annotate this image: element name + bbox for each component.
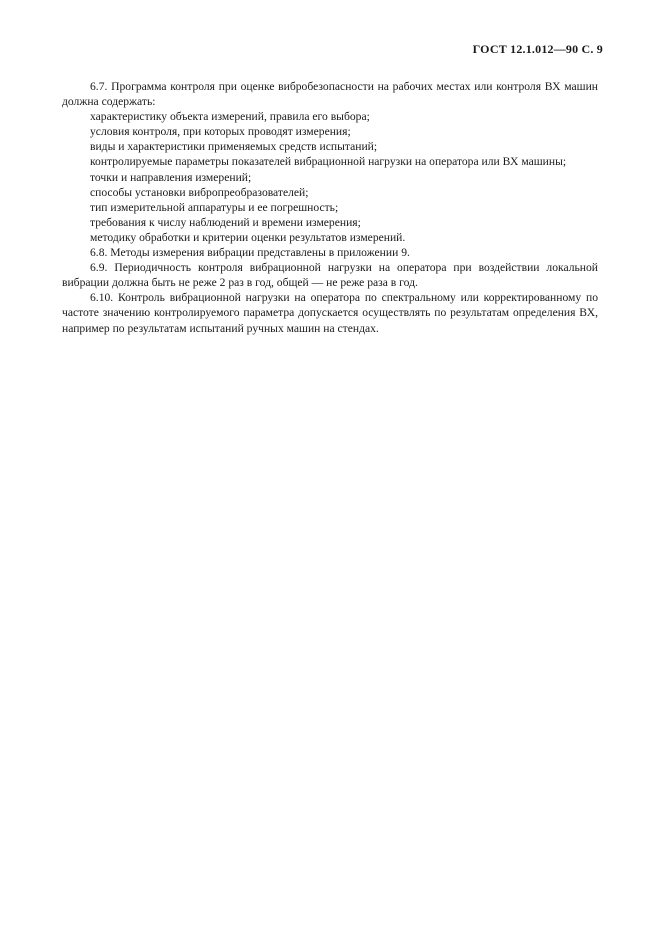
list-item: тип измерительной аппаратуры и ее погрешность;	[90, 200, 339, 214]
list-item: методику обработки и критерии оценки результатов измерений.	[90, 230, 406, 244]
list-item: виды и характеристики применяемых средств испытаний;	[90, 140, 378, 154]
list-item: контролируемые параметры показателей вибрационной нагрузки на оператора или ВХ машины;	[90, 155, 567, 169]
paragraph-6-8: 6.8. Методы измерения вибрации представлены в приложении 9.	[90, 246, 410, 260]
list-item: точки и направления измерений;	[90, 170, 252, 184]
page-header: ГОСТ 12.1.012—90 С. 9	[472, 42, 603, 56]
list-item: характеристику объекта измерений, правила его выбора;	[90, 110, 370, 124]
list-item: требования к числу наблюдений и времени измерения;	[90, 215, 361, 229]
paragraph-6-7: 6.7. Программа контроля при оценке вибробезопасности на рабочих местах или контроля ВХ машин должна содержать:	[62, 80, 598, 109]
paragraph-6-10: 6.10. Контроль вибрационной нагрузки на оператора по спектральному или корректированному по частоте значению контролируемого параметра допускается осуществлять по результатам определения ВХ, например по результатам испытаний ручных машин на стендах.	[62, 291, 598, 335]
list-item: условия контроля, при которых проводят измерения;	[90, 125, 351, 139]
list-item: способы установки вибропреобразователей;	[90, 185, 309, 199]
document-body	[62, 79, 598, 336]
paragraph-6-9: 6.9. Периодичность контроля вибрационной нагрузки на оператора при воздействии локальной вибрации должна быть не реже 2 раз в год, общей — не реже раза в год.	[62, 261, 598, 290]
requirements-list	[62, 109, 598, 245]
